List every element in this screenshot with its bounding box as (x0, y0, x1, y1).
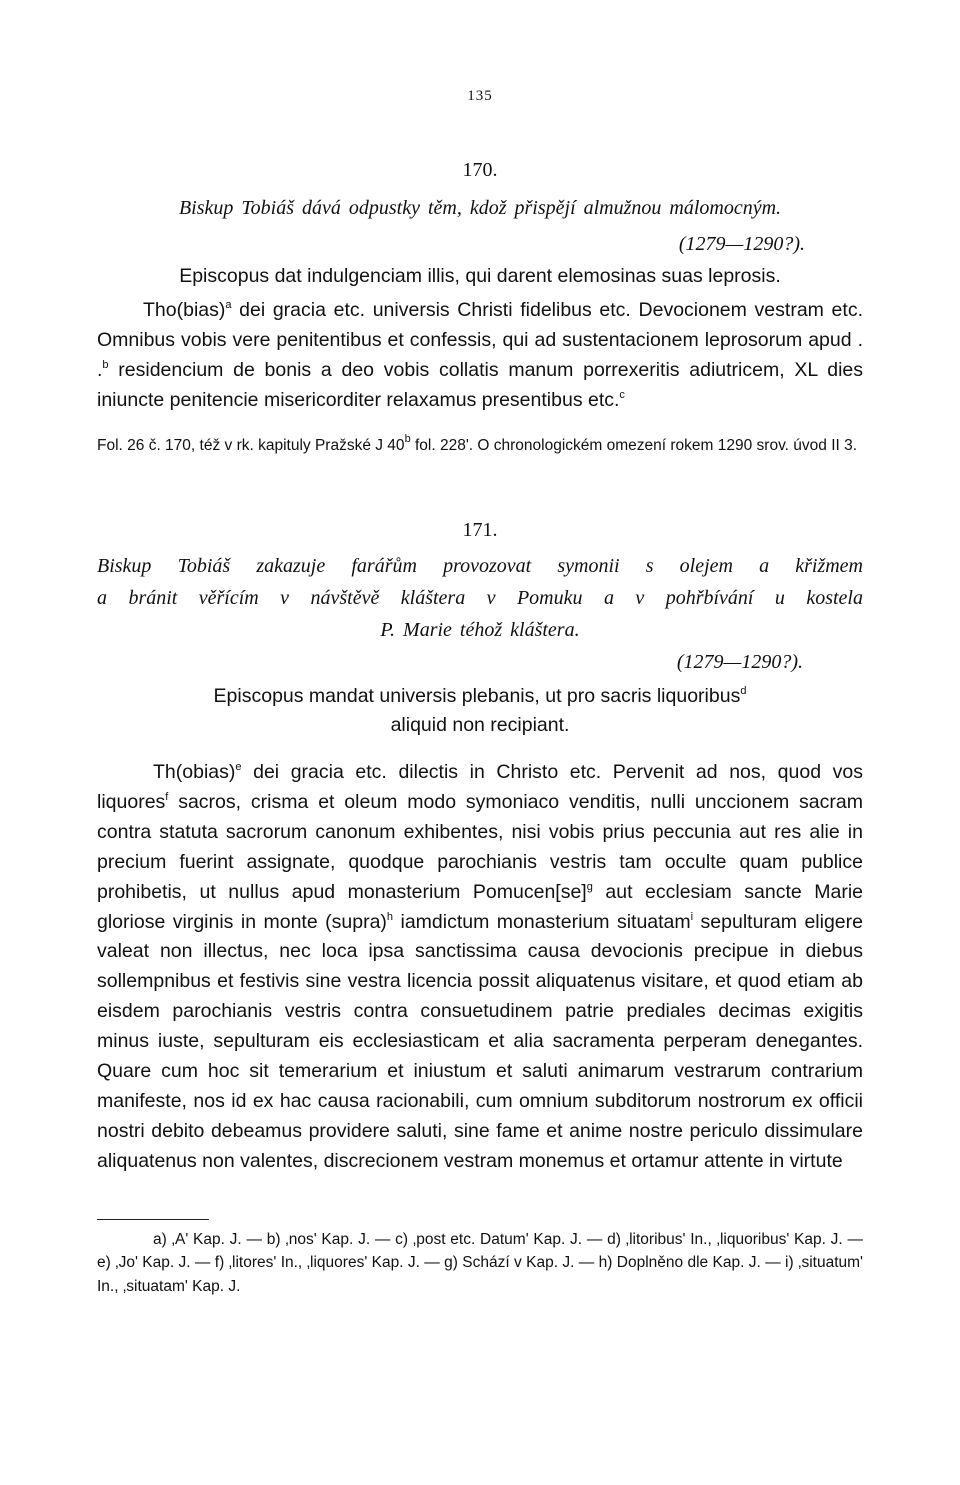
document-title-line: P. Marie téhož kláštera. (380, 619, 580, 641)
document-title-line: Biskup Tobiáš zakazuje farářům provozovat symonii s olejem a křižmem (97, 555, 863, 577)
document-number: 171. (462, 519, 498, 541)
document-171 (97, 516, 863, 1177)
page-number: 135 (467, 88, 493, 104)
document-text: Tho(bias)$^a$ dei gracia etc. universis Christi fidelibus etc. Devocionem vestram etc. Omnibus vobis vere penitentibus et confessis, qui ad sustentacionem leprosorum apud . .$^b$ residencium de bonis a deo vobis collatis manum porrexeritis adiutricem, XL dies iniuncte penitencie misericorditer relaxamus presentibus etc.$^c$ (97, 299, 863, 411)
document-170 (97, 156, 863, 458)
document-date: (1279—1290?). (676, 651, 803, 673)
source-note: Fol. 26 č. 170, též v rk. kapituly Pražské J 40$^b$ fol. 228'. O chronologickém omezení rokem 1290 srov. úvod II 3. (97, 433, 858, 454)
document-text: Th(obias)$^e$ dei gracia etc. dilectis in Christo etc. Pervenit ad nos, quod vos liquores$^f$ sacros, crisma et oleum modo symoniaco venditis, nulli unccionem sacram contra statuta sacrorum canonum exhibentes, nisi vobis prius peccunia aut res alie in precium fuerint assignate, quodque parochianis vestris tam occulte quam publice prohibetis, ut nullus apud monasterium Pomucen[se]$^g$ aut ecclesiam sancte Marie gloriose virginis in monte (supra)$^h$ iamdictum monasterium situatam$^i$ sepulturam eligere valeat non illectus, nec loca ipsa sanctissima causa devocionis precipue in diebus sollempnibus et festivis sine vestra licencia possit aliquatenus visitare, et quod etiam ab eisdem parochianis vestris contra consuetudinem patrie prediales decimas exigitis minus iuste, sepulturam eis ecclesiasticam et alia sacramenta perperam denegantes. Quare cum hoc sit temerarium et iniustum et saluti animarum vestrarum contrarium manifeste, nos id ex hac causa racionabili, cum omnium subditorum nostrorum ex officii nostri debito debeamus providere saluti, sine fame et anime nostre periculo dissimulare aliquatenus non valentes, discrecionem vestram monemus et ortamur attente in virtute (97, 761, 863, 1172)
footnote-ref: a (225, 299, 232, 311)
document-number: 170. (462, 159, 498, 181)
document-regest: Episcopus mandat universis plebanis, ut pro sacris liquoribus$^d$ aliquid non recipiant. (213, 685, 747, 736)
footnote-ref: c (619, 389, 625, 401)
document-page (97, 88, 863, 1298)
document-title-line: a bránit věřícím v návštěvě kláštera v Pomuku a v pohřbívání u kostela (97, 587, 863, 609)
document-date: (1279—1290?). (678, 233, 805, 255)
footnote-ref: b (102, 359, 109, 371)
document-title: Biskup Tobiáš dává odpustky těm, kdož přispějí almužnou málomocným. (178, 197, 782, 219)
footnote-divider (97, 1219, 209, 1220)
footnotes: a) ‚A' Kap. J. — b) ‚nos' Kap. J. — c) ‚post etc. Datum' Kap. J. — d) ‚litoribus' In., ‚liquoribus' Kap. J. — e) ‚Jo' Kap. J. — f) ‚litores' In., ‚liquores' Kap. J. — g) Schází v Kap. J. — h) Doplněno dle Kap. J. — i) ‚situatum' In., ‚situatam' Kap. J. (97, 1230, 863, 1295)
document-regest: Episcopus dat indulgenciam illis, qui darent elemosinas suas leprosis. (179, 265, 781, 287)
